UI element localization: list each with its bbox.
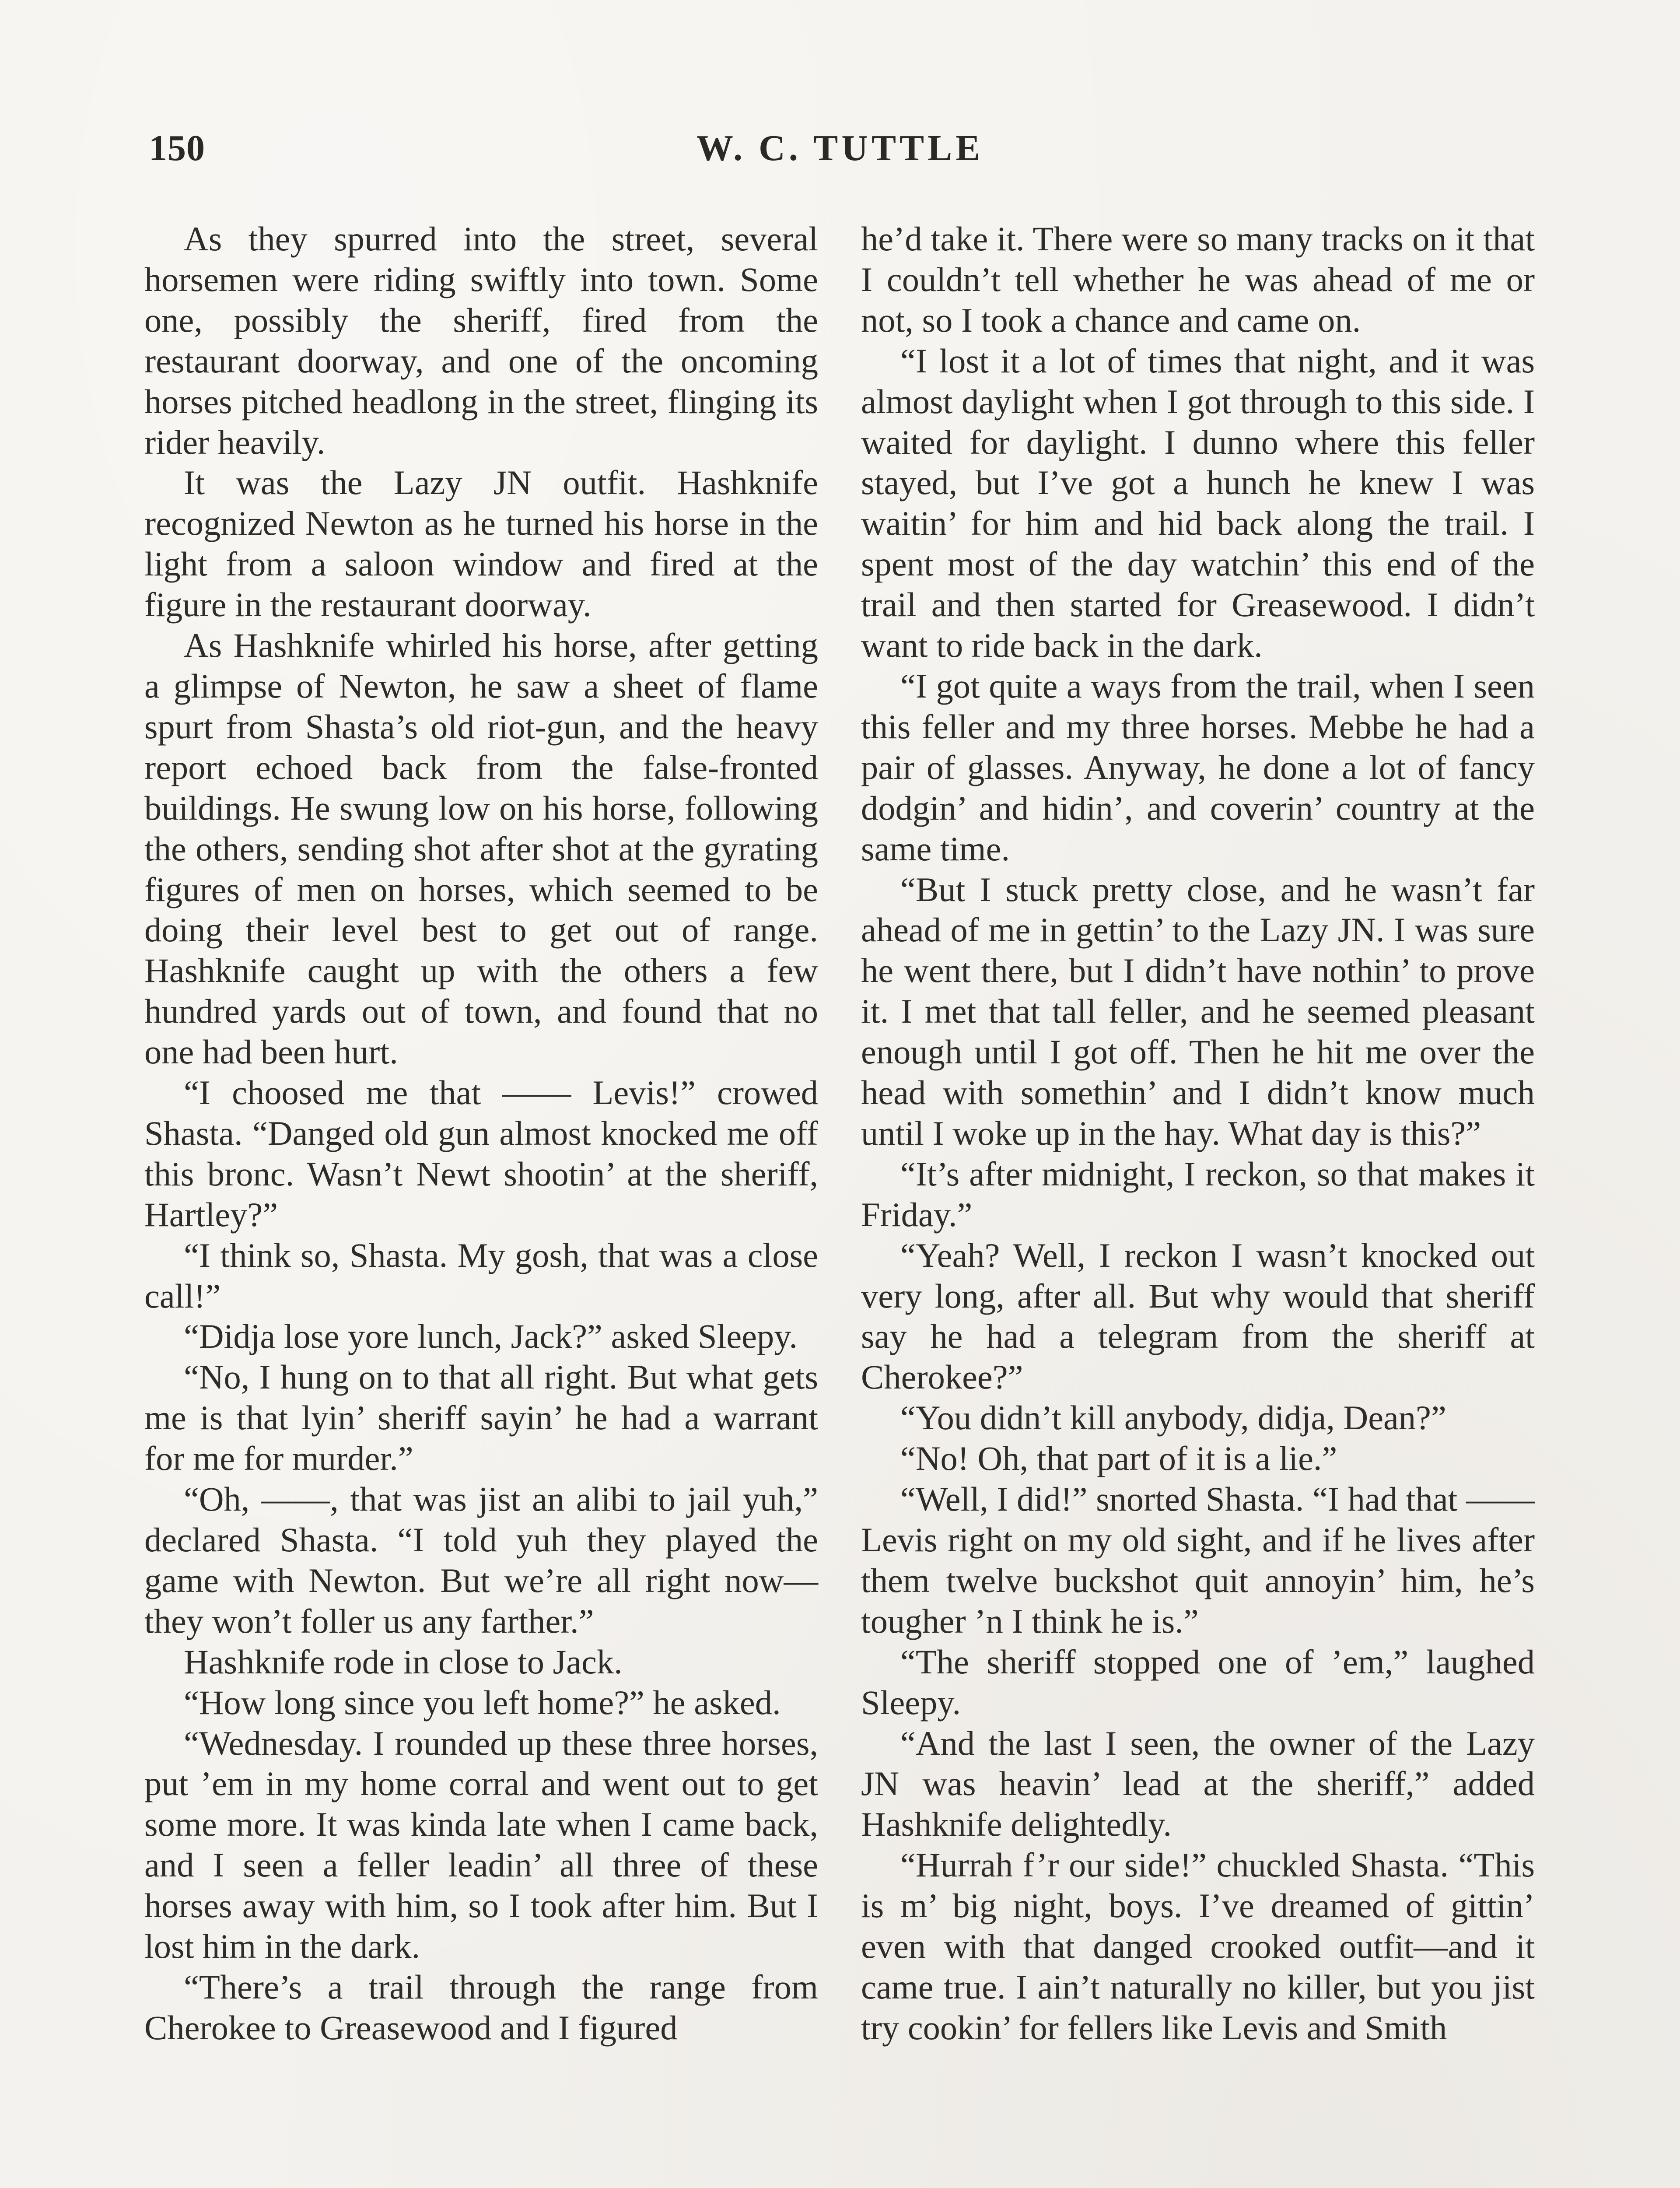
paragraph: “Oh, ——, that was jist an alibi to jail yuh,” declared Shasta. “I told yuh they played the game with Newton. But we’re all right now—they won’t foller us any farther.” (144, 1480, 818, 1640)
paragraph: “No, I hung on to that all right. But what gets me is that lyin’ sheriff sayin’ he had a warrant for me for murder.” (144, 1358, 818, 1478)
paragraph: “And the last I seen, the owner of the Lazy JN was heavin’ lead at the sheriff,” added Hashknife delightedly. (861, 1724, 1535, 1844)
paragraph: “Wednesday. I rounded up these three horses, put ’em in my home corral and went out to get some more. It was kinda late when I came back, and I seen a feller leadin’ all three of these horses away with him, so I took after him. But I lost him in the dark. (144, 1724, 818, 1966)
page-number: 150 (149, 128, 205, 168)
page-header (140, 127, 1540, 188)
left-column (144, 219, 818, 2048)
paragraph: “But I stuck pretty close, and he wasn’t far ahead of me in gettin’ to the Lazy JN. I was sure he went there, but I didn’t have nothin’ to prove it. I met that tall feller, and he seemed pleasant enough until I got off. Then he hit me over the head with somethin’ and I didn’t know much until I woke up in the hay. What day is this?” (861, 870, 1535, 1152)
paragraph: “It’s after midnight, I reckon, so that makes it Friday.” (861, 1154, 1535, 1234)
paragraph: “I choosed me that —— Levis!” crowed Shasta. “Danged old gun almost knocked me off this bronc. Wasn’t Newt shootin’ at the sheriff, Hartley?” (144, 1073, 818, 1234)
paragraph: As they spurred into the street, several horsemen were riding swiftly into town. Some one, possibly the sheriff, fired from the restaurant doorway, and one of the oncoming horses pitched headlong in the street, flinging its rider heavily. (144, 220, 818, 461)
paragraph: “Didja lose yore lunch, Jack?” asked Sleepy. (184, 1317, 798, 1356)
paragraph: “Well, I did!” snorted Shasta. “I had that —— Levis right on my old sight, and if he lives after them twelve buckshot quit annoyin’ him, he’s tougher ’n I think he is.” (861, 1480, 1535, 1640)
paragraph: “How long since you left home?” he asked. (184, 1683, 781, 1722)
paragraph: As Hashknife whirled his horse, after getting a glimpse of Newton, he saw a sheet of flame spurt from Shasta’s old riot-gun, and the heavy report echoed back from the false-fronted buildings. He swung low on his horse, following the others, sending shot after shot at the gyrating figures of men on horses, which seemed to be doing their level best to get out of range. Hashknife caught up with the others a few hundred yards out of town, and found that no one had been hurt. (144, 626, 818, 1071)
paragraph: “I think so, Shasta. My gosh, that was a close call!” (144, 1236, 818, 1315)
paragraph: It was the Lazy JN outfit. Hashknife recognized Newton as he turned his horse in the light from a saloon window and fired at the figure in the restaurant doorway. (144, 463, 818, 624)
running-title: W. C. TUTTLE (696, 128, 984, 168)
paragraph: “There’s a trail through the range from Cherokee to Greasewood and I figured (144, 1967, 818, 2047)
paragraph: Hashknife rode in close to Jack. (184, 1642, 623, 1681)
paragraph: “Hurrah f’r our side!” chuckled Shasta. “This is m’ big night, boys. I’ve dreamed of gittin’ even with that danged crooked outfit—and it came true. I ain’t naturally no killer, but you jist try cookin’ for fellers like Levis and Smith (861, 1846, 1535, 2047)
paragraph: “You didn’t kill anybody, didja, Dean?” (900, 1399, 1446, 1437)
paragraph: “I lost it a lot of times that night, and it was almost daylight when I got through to this side. I waited for daylight. I dunno where this feller stayed, but I’ve got a hunch he knew I was waitin’ for him and hid back along the trail. I spent most of the day watchin’ this end of the trail and then started for Greasewood. I didn’t want to ride back in the dark. (861, 341, 1535, 665)
paragraph-continued: he’d take it. There were so many tracks on it that I couldn’t tell whether he was ahead of me or not, so I took a chance and came on. (861, 220, 1535, 339)
paragraph: “The sheriff stopped one of ’em,” laughed Sleepy. (861, 1642, 1535, 1722)
paragraph: “No! Oh, that part of it is a lie.” (900, 1439, 1337, 1478)
paragraph: “Yeah? Well, I reckon I wasn’t knocked out very long, after all. But why would that sheriff say he had a telegram from the sheriff at Cherokee?” (861, 1236, 1535, 1396)
right-column (861, 219, 1535, 2048)
paragraph: “I got quite a ways from the trail, when I seen this feller and my three horses. Mebbe he had a pair of glasses. Anyway, he done a lot of fancy dodgin’ and hidin’, and coverin’ country at the same time. (861, 666, 1535, 868)
